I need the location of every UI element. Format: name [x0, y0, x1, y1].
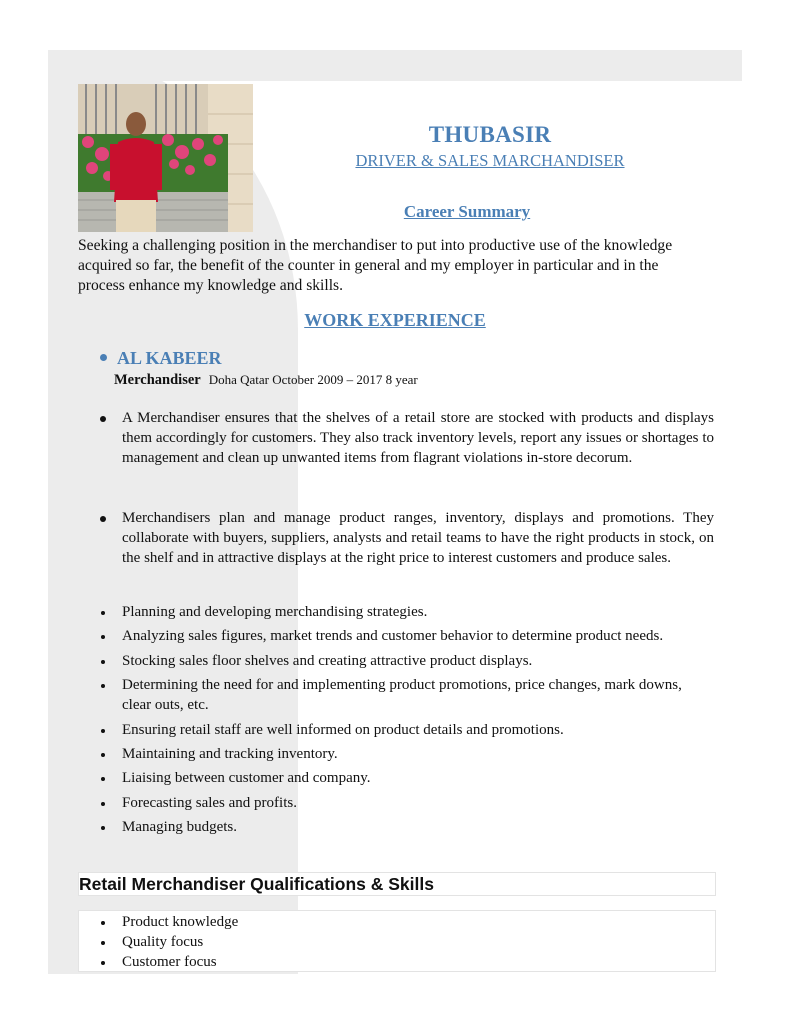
list-item: Stocking sales floor shelves and creating attractive product displays.: [100, 651, 700, 671]
list-item: Determining the need for and implementing product promotions, price changes, mark downs, clear outs, etc.: [100, 675, 700, 715]
duties-list: [100, 602, 700, 842]
list-item: Quality focus: [100, 932, 238, 952]
list-item: Ensuring retail staff are well informed on product details and promotions.: [100, 720, 700, 740]
list-item: Managing budgets.: [100, 817, 700, 837]
responsibility-list-2: [100, 508, 714, 568]
list-item: Product knowledge: [100, 912, 238, 932]
list-item: Forecasting sales and profits.: [100, 793, 700, 813]
position-line: [114, 372, 418, 389]
list-item: Planning and developing merchandising strategies.: [100, 602, 700, 622]
position-details: Doha Qatar October 2009 – 2017 8 year: [208, 372, 418, 387]
list-item: Analyzing sales figures, market trends and customer behavior to determine product needs.: [100, 626, 700, 646]
skills-heading-text: Retail Merchandiser Qualifications & Skills: [79, 874, 434, 894]
skills-list: [100, 912, 238, 972]
list-item: A Merchandiser ensures that the shelves of a retail store are stocked with products and displays them accordingly for customers. They also track inventory levels, report any issues or shortages to management and clean up unwanted items from flagrant violations in-store decorum.: [100, 408, 714, 468]
responsibility-list-1: [100, 408, 714, 468]
company-name: [100, 348, 222, 369]
position-title: Merchandiser: [114, 372, 201, 388]
list-item: Maintaining and tracking inventory.: [100, 744, 700, 764]
list-item: Customer focus: [100, 952, 238, 972]
list-item: Merchandisers plan and manage product ranges, inventory, displays and promotions. They collaborate with buyers, suppliers, analysts and retail teams to have the right products in stock, on the shelf and in attractive displays at the right price to interest customers and produce sales.: [100, 508, 714, 568]
skills-heading: [78, 872, 716, 896]
work-experience-heading: WORK EXPERIENCE: [304, 310, 486, 330]
candidate-name: THUBASIR: [428, 122, 552, 147]
profile-photo: [78, 84, 253, 232]
bullet-icon: [100, 354, 107, 361]
company-label: AL KABEER: [117, 348, 222, 368]
career-summary-text: Seeking a challenging position in the merchandiser to put into productive use of the knowledge acquired so far, the benefit of the counter in general and my employer in particular and in the process enhance my knowledge and skills.: [78, 237, 673, 294]
list-item: Liaising between customer and company.: [100, 768, 700, 788]
career-summary-heading: Career Summary: [403, 202, 531, 221]
candidate-role: DRIVER & SALES MARCHANDISER: [355, 151, 625, 170]
